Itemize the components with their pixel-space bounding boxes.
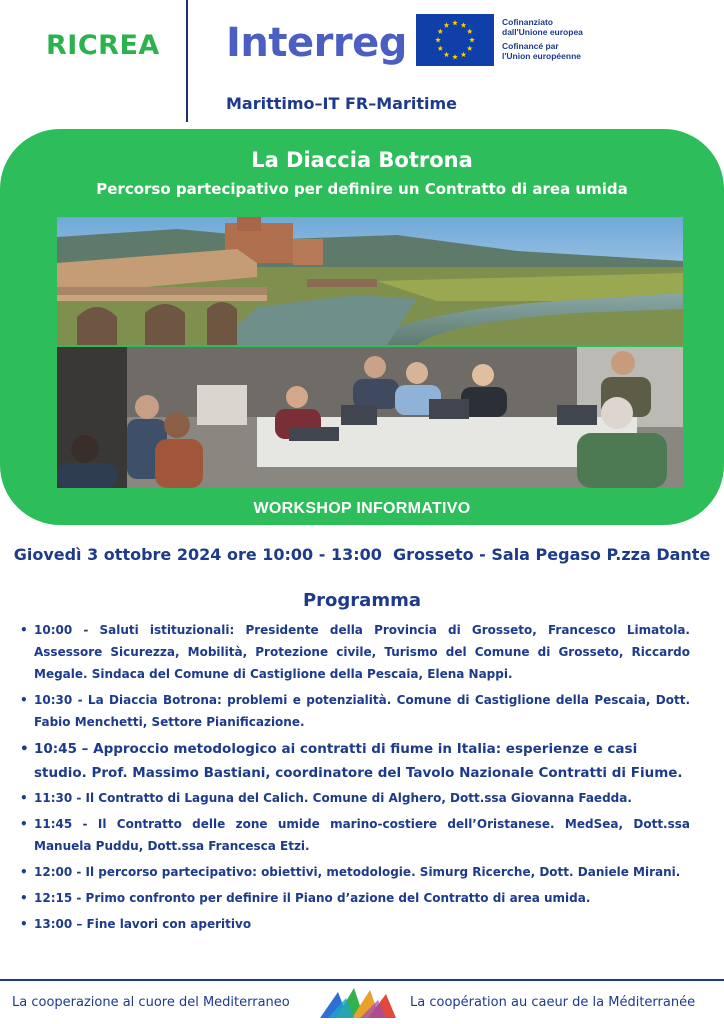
agenda-item xyxy=(20,861,690,883)
workshop-meeting-photo xyxy=(57,347,683,488)
bullet-icon: • xyxy=(20,791,28,805)
footer-tagline-it: La cooperazione al cuore del Mediterraneo xyxy=(12,995,290,1010)
agenda-list xyxy=(20,619,690,939)
page-subtitle: Percorso partecipativo per definire un Contratto di area umida xyxy=(96,180,628,198)
agenda-item-text: 10:00 - Saluti istituzionali: Presidente della Provincia di Grosseto, Francesco Limatola. Assessore Sicurezza, Mobilità, Protezione civile, Turismo del Comune di Grosseto, Riccardo Megale. Sindaca del Comune di Castiglione della Pescaia, Elena Nappi. xyxy=(34,623,690,681)
bullet-icon: • xyxy=(20,817,28,831)
footer-tagline-fr: La coopération au caeur de la Méditerranée xyxy=(410,995,696,1010)
agenda-item xyxy=(20,887,690,909)
footer-divider xyxy=(0,979,724,981)
eu-flag-icon xyxy=(416,14,494,66)
eu-cofinance-text xyxy=(502,17,622,61)
eu-text-it-2: dall'Unione europea xyxy=(502,27,583,37)
agenda-item-text: 10:45 – Approccio metodologico ai contratti di fiume in Italia: esperienze e casi studio. Prof. Massimo Bastiani, coordinatore del Tavolo Nazionale Contratti di Fiume. xyxy=(34,741,683,781)
agenda-item xyxy=(20,913,690,935)
interreg-logo: Interreg xyxy=(226,20,407,66)
programme-heading: Programma xyxy=(302,590,421,611)
page-title: La Diaccia Botrona xyxy=(251,148,473,172)
agenda-item-text: 12:15 - Primo confronto per definire il Piano d’azione del Contratto di area umida. xyxy=(34,891,591,905)
agenda-item xyxy=(20,813,690,857)
agenda-item-text: 13:00 – Fine lavori con aperitivo xyxy=(34,917,252,931)
header-divider xyxy=(186,0,188,122)
agenda-item-text: 11:45 - Il Contratto delle zone umide marino-costiere dell’Oristanese. MedSea, Dott.ssa Manuela Puddu, Dott.ssa Francesca Etzi. xyxy=(34,817,690,853)
agenda-item-text: 11:30 - Il Contratto di Laguna del Calich. Comune di Alghero, Dott.ssa Giovanna Faedda. xyxy=(34,791,632,805)
ricrea-logo: RICREA xyxy=(46,30,160,61)
agenda-item xyxy=(20,619,690,685)
bullet-icon: • xyxy=(20,865,28,879)
agenda-item xyxy=(20,787,690,809)
bullet-icon: • xyxy=(20,623,28,637)
eu-text-fr-2: l'Union européenne xyxy=(502,51,581,61)
bullet-icon: • xyxy=(20,741,29,757)
programme-name: Marittimo–IT FR–Maritime xyxy=(226,94,457,113)
eu-text-fr-1: Cofinancé par xyxy=(502,41,559,51)
eu-text-it-1: Cofinanziato xyxy=(502,17,553,27)
bullet-icon: • xyxy=(20,891,28,905)
agenda-item-text: 12:00 - Il percorso partecipativo: obiettivi, metodologie. Simurg Ricerche, Dott. Daniele Mirani. xyxy=(34,865,681,879)
interreg-waves-logo-icon xyxy=(318,984,398,1018)
bullet-icon: • xyxy=(20,693,28,707)
event-datetime-location: Giovedì 3 ottobre 2024 ore 10:00 - 13:00 Grosseto - Sala Pegaso P.zza Dante xyxy=(13,545,711,564)
bullet-icon: • xyxy=(20,917,28,931)
agenda-item-text: 10:30 - La Diaccia Botrona: problemi e potenzialità. Comune di Castiglione della Pescaia, Dott. Fabio Menchetti, Settore Pianificazione. xyxy=(34,693,690,729)
agenda-item xyxy=(20,689,690,733)
agenda-item xyxy=(20,737,690,785)
header xyxy=(0,0,724,128)
workshop-banner: WORKSHOP INFORMATIVO xyxy=(253,500,471,517)
wetland-photo xyxy=(57,217,683,345)
